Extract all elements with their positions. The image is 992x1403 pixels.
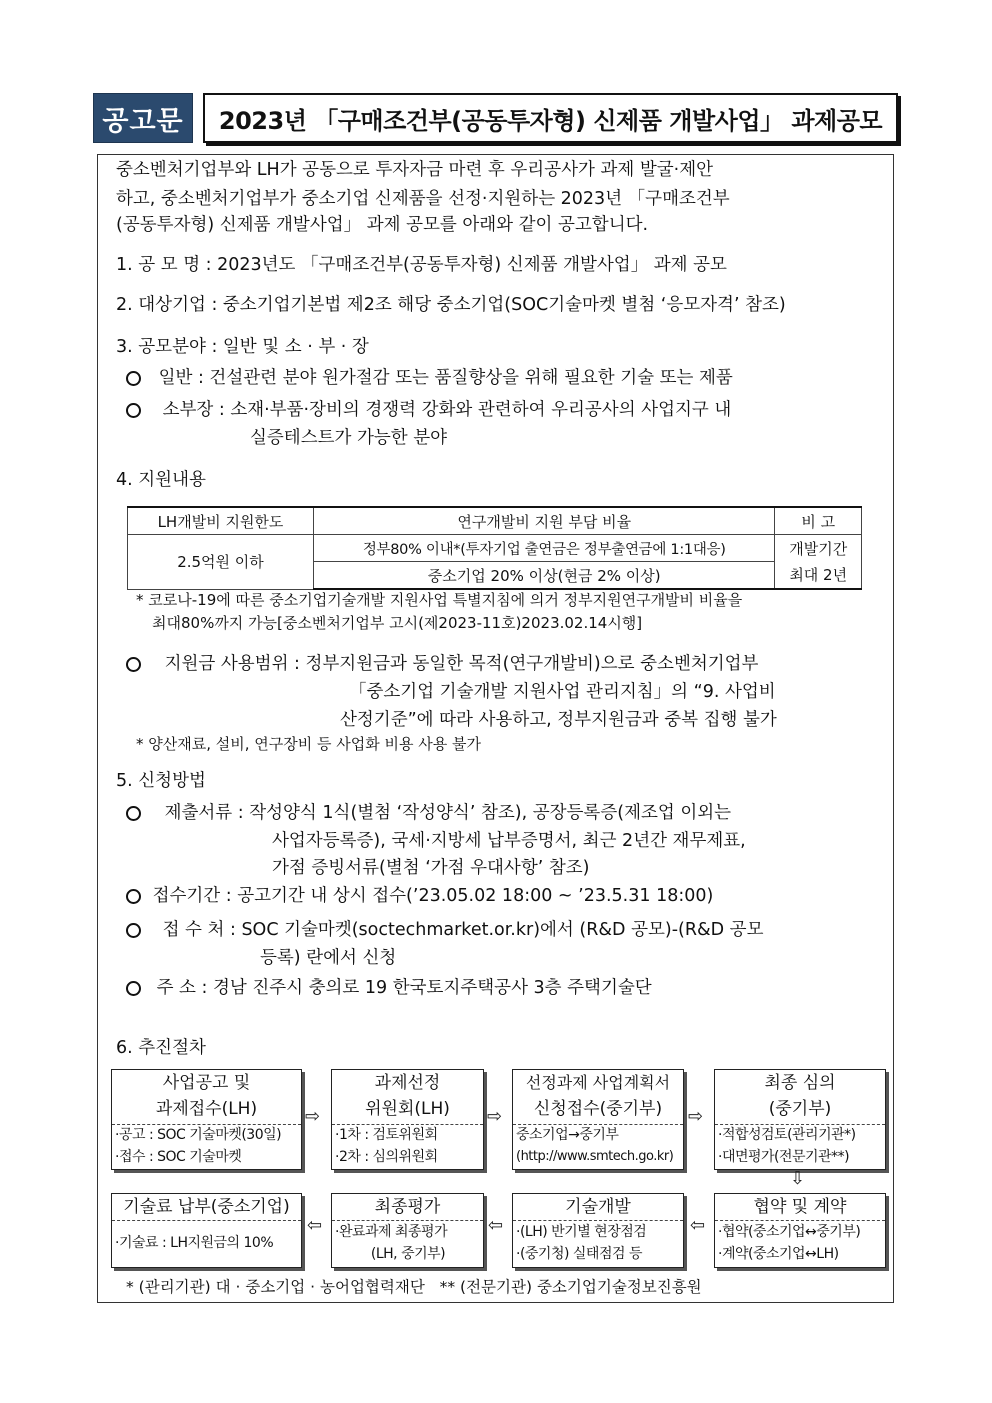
bullet-circle-icon — [126, 403, 141, 418]
docs-cont-1: 사업자등록증), 국세·지방세 납부증명서, 최근 2년간 재무제표, — [272, 831, 746, 851]
flow-step-5 — [714, 1193, 886, 1268]
usage-scope-cont-1: 「중소기업 기술개발 지원사업 관리지침」의 “9. 사업비 — [349, 682, 776, 702]
period — [126, 882, 713, 911]
flow-step-2 — [331, 1069, 484, 1170]
arrow-down-icon: ⇩ — [790, 1168, 806, 1189]
flow-step-8 — [111, 1193, 302, 1268]
table-header: 비 고 — [775, 507, 862, 535]
table-header: 연구개발비 지원 부담 비율 — [314, 507, 775, 535]
flow-step-detail: ·적합성검토(관리기관*) — [718, 1127, 856, 1143]
table-cell-note: 최대 2년 — [775, 562, 862, 590]
section-6-heading: 6. 추진절차 — [116, 1038, 206, 1058]
section-3-heading: 3. 공모분야 : 일반 및 소 · 부 · 장 — [116, 337, 369, 357]
arrow-left-icon: ⇦ — [690, 1215, 706, 1236]
flow-step-title: 기술개발 — [565, 1197, 631, 1217]
table-cell-ratio: 정부80% 이내*(투자기업 출연금은 정부출연금에 1:1대응) — [314, 535, 775, 562]
intro-line-1: 중소벤처기업부와 LH가 공동으로 투자자금 마련 후 우리공사가 과제 발굴·제안 — [116, 160, 714, 180]
usage-scope — [126, 650, 758, 679]
flow-step-detail: ·2차 : 심의위원회 — [335, 1149, 438, 1165]
page-title: 2023년 「구매조건부(공동투자형) 신제품 개발사업」 과제공모 — [203, 93, 898, 143]
usage-scope-text: 지원금 사용범위 : 정부지원금과 동일한 목적(연구개발비)으로 중소벤처기업부 — [164, 654, 759, 674]
flow-step-4 — [714, 1069, 886, 1170]
arrow-left-icon: ⇦ — [488, 1215, 504, 1236]
flow-step-detail: ·협약(중소기업↔중기부) — [718, 1224, 861, 1240]
arrow-right-icon: ⇨ — [487, 1106, 503, 1127]
table-cell-note: 개발기간 — [775, 535, 862, 562]
docs-text: 제출서류 : 작성양식 1식(별첨 ‘작성양식’ 참조), 공장등록증(제조업 이외는 — [164, 803, 732, 823]
flow-step-detail: ·대면평가(전문기관**) — [718, 1149, 850, 1165]
flow-step-detail: ·1차 : 검토위원회 — [335, 1127, 438, 1143]
flow-step-title: 사업공고 및 — [162, 1073, 251, 1093]
flow-step-detail: ·접수 : SOC 기술마켓 — [115, 1149, 242, 1165]
flow-step-1 — [111, 1069, 302, 1170]
footnote-covid: * 코로나-19에 따른 중소기업기술개발 지원사업 특별지침에 의거 정부지원연구개발비 비율을 — [136, 591, 743, 609]
section-5-heading: 5. 신청방법 — [116, 771, 206, 791]
bullet-circle-icon — [126, 923, 141, 938]
bullet-circle-icon — [126, 889, 141, 904]
flow-step-title: 과제선정 — [374, 1073, 441, 1093]
address — [126, 974, 652, 1003]
flow-step-title: 최종 심의 — [764, 1073, 836, 1093]
flow-step-detail: ·(LH) 반기별 현장점검 — [516, 1224, 647, 1240]
flow-step-detail: ·완료과제 최종평가 — [335, 1224, 448, 1240]
field-general — [126, 364, 733, 393]
bullet-circle-icon — [126, 657, 141, 672]
field-sobujang — [126, 396, 731, 425]
section-2: 2. 대상기업 : 중소기업기본법 제2조 해당 중소기업(SOC기술마켓 별첨 ‘응모자격’ 참조) — [116, 295, 786, 315]
bullet-circle-icon — [126, 806, 141, 821]
bullet-circle-icon — [126, 371, 141, 386]
docs-cont-2: 가점 증빙서류(별첨 ‘가점 우대사항’ 참조) — [272, 858, 590, 878]
intro-line-3: (공동투자형) 신제품 개발사업」 과제 공모를 아래와 같이 공고합니다. — [116, 215, 649, 235]
place — [126, 916, 764, 945]
section-1: 1. 공 모 명 : 2023년도 「구매조건부(공동투자형) 신제품 개발사업」 과제 공모 — [116, 255, 727, 275]
flow-step-title: 과제접수(LH) — [155, 1099, 258, 1119]
usage-scope-cont-2: 산정기준”에 따라 사용하고, 정부지원금과 중복 집행 불가 — [340, 710, 777, 730]
place-text: 접 수 처 : SOC 기술마켓(soctechmarket.or.kr)에서 (R&D 공모)-(R&D 공모 — [162, 920, 764, 940]
flow-footnote: * (관리기관) 대 · 중소기업 · 농어업협력재단 ** (전문기관) 중소기업기술정보진흥원 — [126, 1278, 702, 1296]
arrow-right-icon: ⇨ — [688, 1106, 704, 1127]
table-cell-limit: 2.5억원 이하 — [128, 535, 314, 590]
intro-line-2: 하고, 중소벤처기업부가 중소기업 신제품을 선정·지원하는 2023년 「구매조건부 — [116, 189, 730, 209]
flow-step-detail: (LH, 중기부) — [370, 1246, 446, 1262]
notice-badge: 공고문 — [93, 93, 193, 143]
flow-step-title: (중기부) — [768, 1099, 832, 1119]
flow-step-detail: ·(중기청) 실태점검 등 — [516, 1246, 642, 1262]
place-cont: 등록) 란에서 신청 — [260, 948, 397, 968]
flow-step-detail: 중소기업→중기부 — [516, 1127, 619, 1143]
flow-step-title: 협약 및 계약 — [753, 1197, 847, 1217]
table-header: LH개발비 지원한도 — [128, 507, 314, 535]
address-text: 주 소 : 경남 진주시 충의로 19 한국토지주택공사 3층 주택기술단 — [156, 978, 652, 998]
flow-step-6 — [512, 1193, 684, 1268]
docs — [126, 799, 731, 828]
arrow-left-icon: ⇦ — [307, 1215, 323, 1236]
footnote-covid-cont: 최대80%까지 가능[중소벤처기업부 고시(제2023-11호)2023.02.14시행] — [152, 614, 643, 632]
arrow-right-icon: ⇨ — [305, 1106, 321, 1127]
flow-step-divider — [112, 1220, 301, 1221]
flow-step-detail: (http://www.smtech.go.kr) — [516, 1149, 674, 1164]
flow-step-title: 기술료 납부(중소기업) — [123, 1197, 290, 1217]
usage-note: * 양산재료, 설비, 연구장비 등 사업화 비용 사용 불가 — [136, 735, 481, 753]
table-cell-ratio: 중소기업 20% 이상(현금 2% 이상) — [314, 562, 775, 590]
flow-step-detail: ·공고 : SOC 기술마켓(30일) — [115, 1127, 282, 1143]
flow-step-3 — [512, 1069, 684, 1170]
field-general-text: 일반 : 건설관련 분야 원가절감 또는 품질향상을 위해 필요한 기술 또는 제품 — [158, 368, 733, 388]
section-4-heading: 4. 지원내용 — [116, 470, 206, 490]
flow-step-title: 위원회(LH) — [365, 1099, 450, 1119]
field-sobujang-cont: 실증테스트가 가능한 분야 — [250, 428, 448, 448]
flow-step-title: 최종평가 — [374, 1197, 441, 1217]
field-sobujang-text: 소부장 : 소재·부품·장비의 경쟁력 강화와 관련하여 우리공사의 사업지구 내 — [162, 400, 732, 420]
flow-step-detail: ·계약(중소기업↔LH) — [718, 1246, 839, 1262]
flow-step-title: 신청접수(중기부) — [533, 1099, 663, 1119]
flow-step-detail: ·기술료 : LH지원금의 10% — [115, 1235, 274, 1251]
flow-step-7 — [331, 1193, 484, 1268]
bullet-circle-icon — [126, 981, 141, 996]
period-text: 접수기간 : 공고기간 내 상시 접수(’23.05.02 18:00 ~ ’23.5.31 18:00) — [152, 886, 714, 906]
support-table — [127, 506, 862, 590]
flow-step-title: 선정과제 사업계획서 — [525, 1073, 671, 1092]
